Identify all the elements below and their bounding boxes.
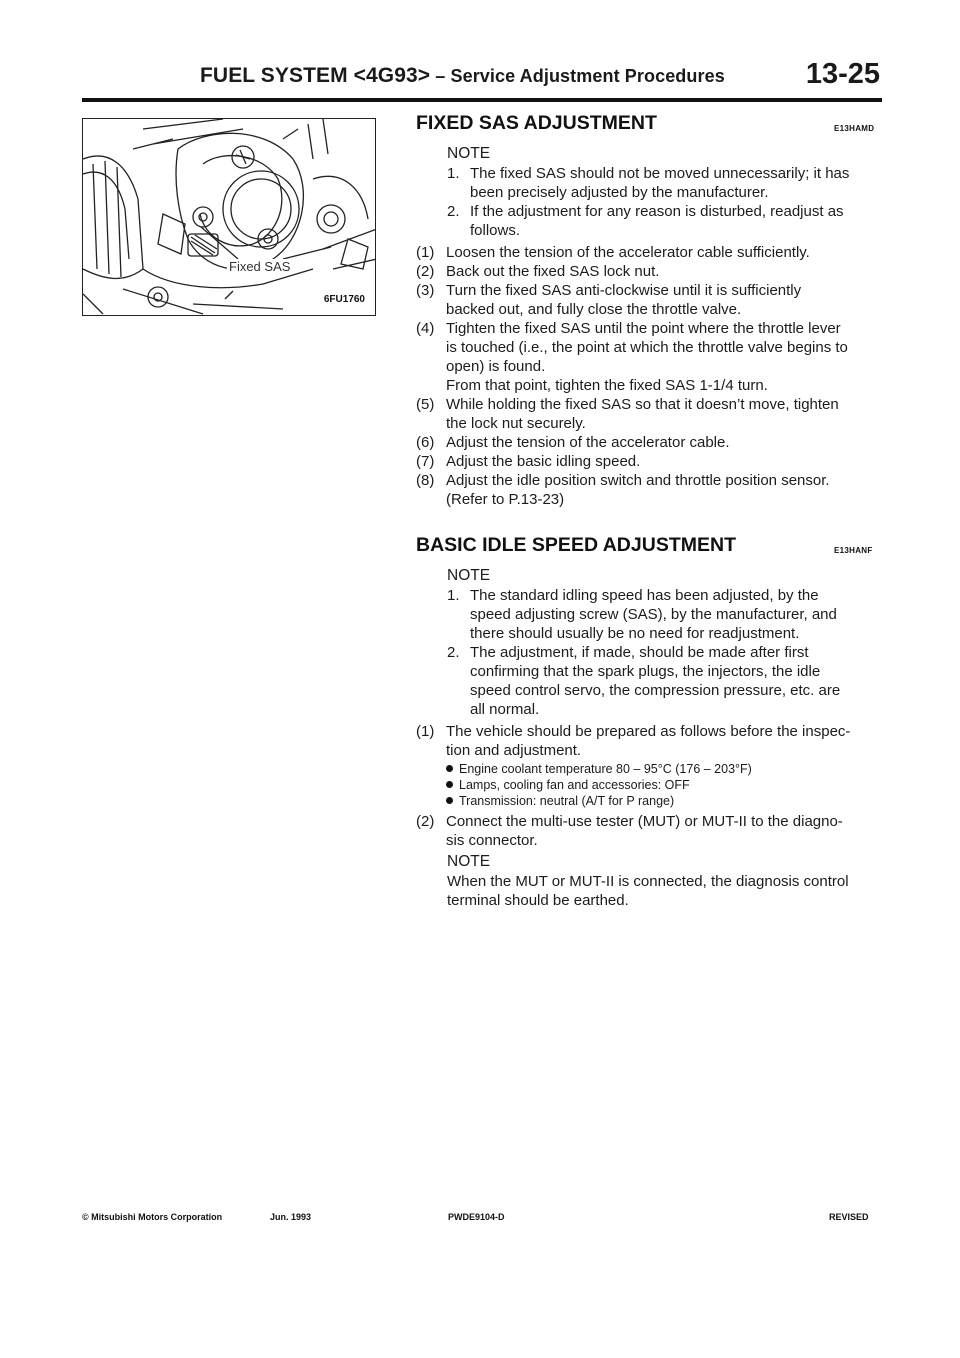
step-number: (3) (416, 282, 435, 299)
fixed-sas-step-2 (416, 262, 886, 281)
bullet-item (446, 777, 886, 793)
step-number: (4) (416, 320, 435, 337)
fixed-sas-callout: Fixed SAS (229, 259, 291, 274)
fixed-sas-note-2 (447, 202, 887, 239)
bullet-dot-icon (446, 797, 453, 804)
basic-idle-note2-heading: NOTE (447, 853, 491, 870)
note-line: there should usually be no need for readjustment. (470, 625, 800, 642)
step-number: (6) (416, 434, 435, 451)
step-line: The vehicle should be prepared as follows before the inspec- (446, 723, 851, 740)
step-line: While holding the fixed SAS so that it doesn’t move, tighten (446, 396, 839, 413)
basic-idle-note2-body (447, 872, 887, 909)
header-title-main: FUEL SYSTEM <4G93> (200, 64, 431, 87)
basic-idle-step-1 (416, 722, 886, 759)
fixed-sas-step-6 (416, 433, 886, 452)
fixed-sas-note-1 (447, 164, 887, 201)
note-line: When the MUT or MUT-II is connected, the diagnosis control (447, 873, 849, 890)
bullet-text: Engine coolant temperature 80 – 95°C (176 – 203°F) (459, 762, 752, 776)
header-subtitle: – Service Adjustment Procedures (430, 66, 725, 86)
step-number: (5) (416, 396, 435, 413)
note-line: confirming that the spark plugs, the injectors, the idle (470, 663, 821, 680)
basic-idle-step-2 (416, 812, 886, 849)
note-number: 1. (447, 587, 460, 604)
note-number: 1. (447, 165, 460, 182)
fixed-sas-step-7 (416, 452, 886, 471)
note-line: The adjustment, if made, should be made after first (470, 644, 809, 661)
basic-idle-section-code: E13HANF (834, 546, 873, 555)
step-line: Adjust the idle position switch and throttle position sensor. (446, 472, 830, 489)
note-line: follows. (470, 222, 521, 239)
fixed-sas-step-1 (416, 243, 886, 262)
step-line: is touched (i.e., the point at which the throttle valve begins to (446, 339, 848, 356)
basic-idle-note-2 (447, 643, 887, 718)
fixed-sas-note-heading: NOTE (447, 145, 491, 162)
step-line: backed out, and fully close the throttle valve. (446, 301, 742, 318)
bullet-text: Lamps, cooling fan and accessories: OFF (459, 778, 690, 792)
step-number: (7) (416, 453, 435, 470)
throttle-body-drawing (83, 119, 376, 316)
page-header (82, 58, 882, 102)
step-line: Connect the multi-use tester (MUT) or MUT-II to the diagno- (446, 813, 843, 830)
step-number: (1) (416, 244, 435, 261)
step-line: Adjust the basic idling speed. (446, 453, 641, 470)
step-line: tion and adjustment. (446, 742, 582, 759)
note-line: all normal. (470, 701, 540, 718)
step-line: Adjust the tension of the accelerator cable. (446, 434, 730, 451)
bullet-dot-icon (446, 781, 453, 788)
step-line: sis connector. (446, 832, 538, 849)
bullet-text: Transmission: neutral (A/T for P range) (459, 794, 675, 808)
step-number: (8) (416, 472, 435, 489)
step-line: Loosen the tension of the accelerator cable sufficiently. (446, 244, 810, 261)
footer-copyright: © Mitsubishi Motors Corporation (82, 1212, 223, 1222)
note-line: been precisely adjusted by the manufacturer. (470, 184, 769, 201)
bullet-dot-icon (446, 765, 453, 772)
step-line: Tighten the fixed SAS until the point where the throttle lever (446, 320, 841, 337)
fixed-sas-step-4 (416, 319, 886, 394)
basic-idle-speed-adjustment-title: BASIC IDLE SPEED ADJUSTMENT (416, 534, 736, 556)
page-number: 13-25 (805, 58, 880, 90)
note-line: The standard idling speed has been adjusted, by the (470, 587, 819, 604)
fixed-sas-step-5 (416, 395, 886, 432)
throttle-body-illustration (82, 118, 376, 316)
fixed-sas-step-8 (416, 471, 886, 508)
step-line: open) is found. (446, 358, 546, 375)
bullet-item (446, 761, 886, 777)
footer-date: Jun. 1993 (270, 1212, 312, 1222)
note-line: The fixed SAS should not be moved unnecessarily; it has (470, 165, 850, 182)
basic-idle-note-1 (447, 586, 887, 642)
note-line: speed adjusting screw (SAS), by the manufacturer, and (470, 606, 837, 623)
footer-status: REVISED (829, 1212, 869, 1222)
step-number: (2) (416, 813, 435, 830)
step-line: (Refer to P.13-23) (446, 491, 565, 508)
fixed-sas-adjustment-title: FIXED SAS ADJUSTMENT (416, 112, 657, 134)
bullet-item (446, 793, 886, 809)
step-line: Back out the fixed SAS lock nut. (446, 263, 660, 280)
step-line: Turn the fixed SAS anti-clockwise until it is sufficiently (446, 282, 802, 299)
header-title (200, 64, 725, 88)
step-number: (1) (416, 723, 435, 740)
step-number: (2) (416, 263, 435, 280)
step-line: the lock nut securely. (446, 415, 586, 432)
note-line: If the adjustment for any reason is disturbed, readjust as (470, 203, 844, 220)
note-line: terminal should be earthed. (447, 892, 629, 909)
note-line: speed control servo, the compression pressure, etc. are (470, 682, 841, 699)
fixed-sas-step-3 (416, 281, 886, 318)
basic-idle-note-heading: NOTE (447, 567, 491, 584)
fixed-sas-section-code: E13HAMD (834, 124, 875, 133)
footer-doc-code: PWDE9104-D (448, 1212, 505, 1222)
note-number: 2. (447, 203, 460, 220)
step-line: From that point, tighten the fixed SAS 1-1/4 turn. (446, 377, 768, 394)
note-number: 2. (447, 644, 460, 661)
figure-code: 6FU1760 (323, 294, 365, 305)
